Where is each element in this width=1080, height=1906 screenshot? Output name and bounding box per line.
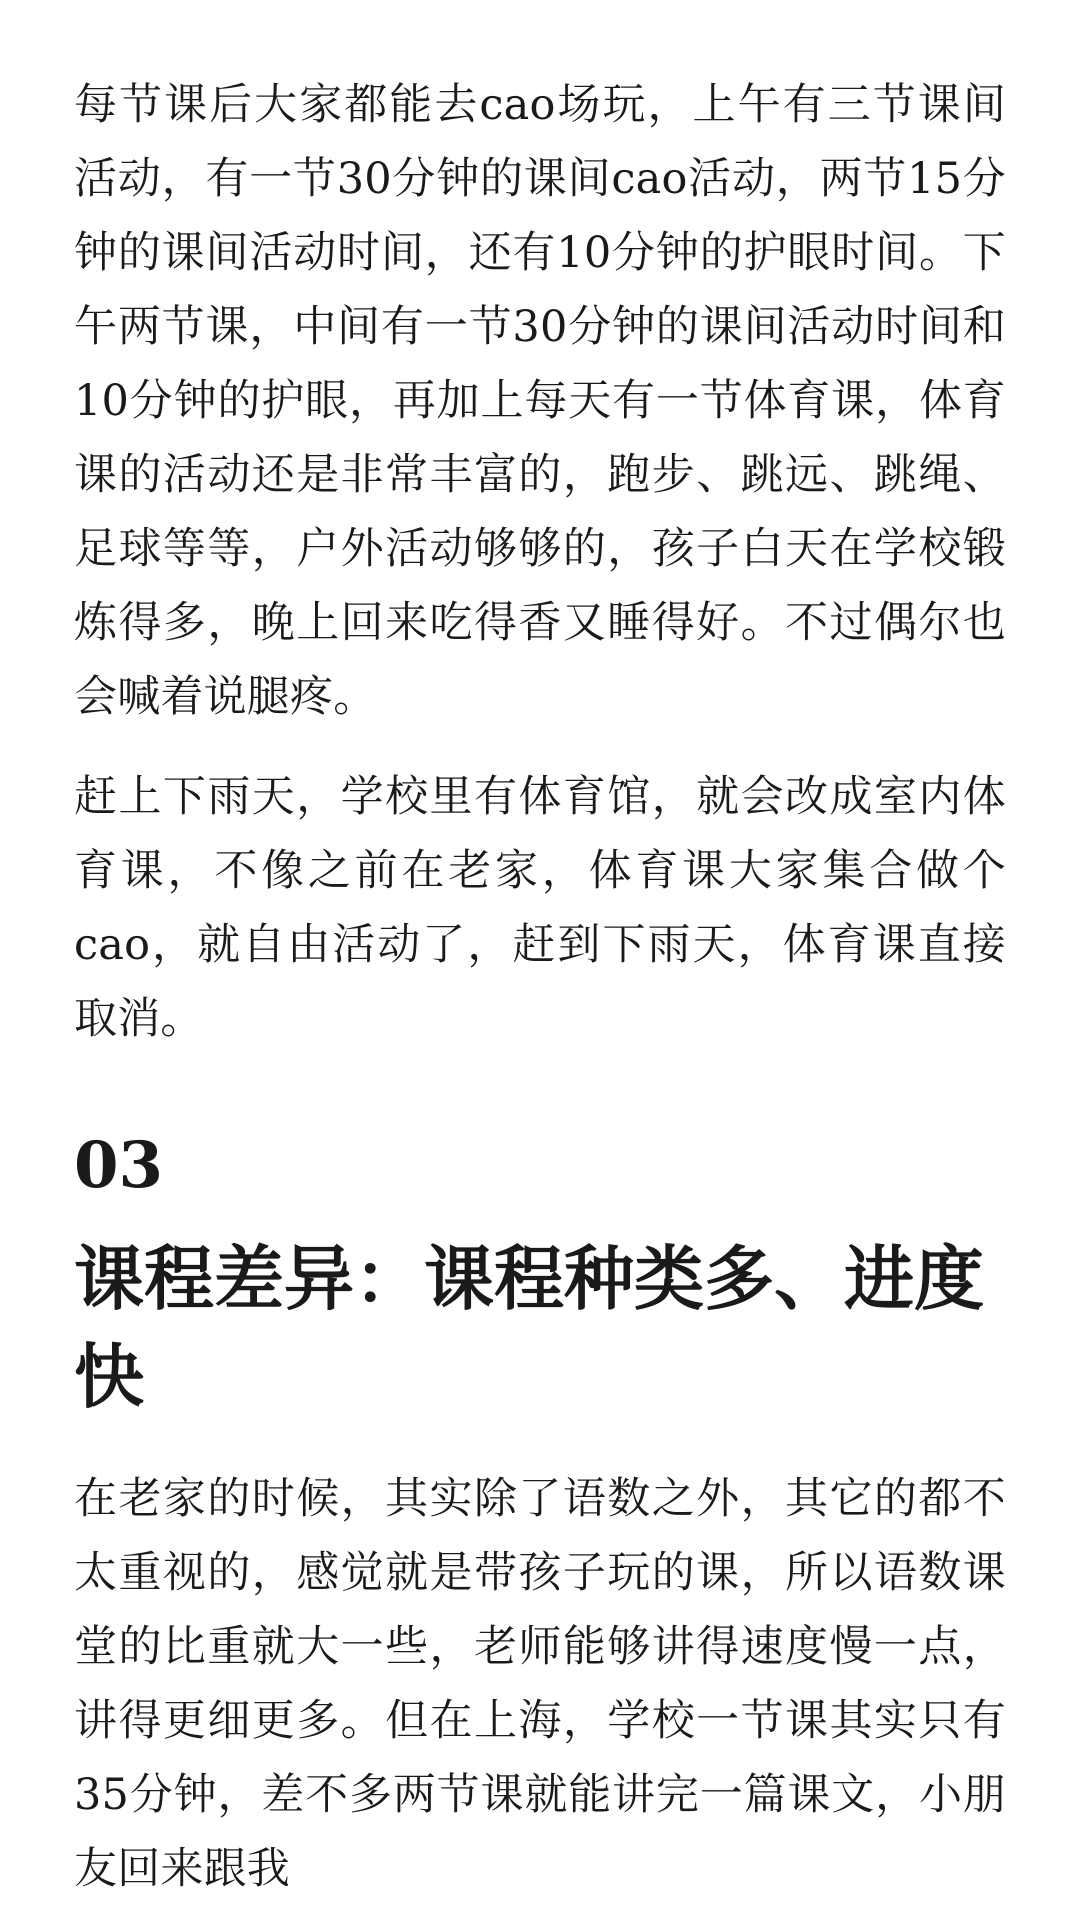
section-number: 03 [74,1128,164,1203]
paragraph-recess-activities: 每节课后大家都能去cao场玩，上午有三节课间活动，有一节30分钟的课间cao活动，两节15分钟的课间活动时间，还有10分钟的护眼时间。下午两节课，中间有一节30分钟的课间活动时间和10分钟的护眼，再加上每天有一节体育课，体育课的活动还是非常丰富的，跑步、跳远、跳绳、足球等等，户外活动够够的，孩子白天在学校锻炼得多，晚上回来吃得香又睡得好。不过偶尔也会喊着说腿疼。 [74,80,1006,722]
article-body [74,68,1006,1906]
paragraph-course-differences: 在老家的时候，其实除了语数之外，其它的都不太重视的，感觉就是带孩子玩的课，所以语数课堂的比重就大一些，老师能够讲得速度慢一点，讲得更细更多。但在上海，学校一节课其实只有35分钟，差不多两节课就能讲完一篇课文，小朋友回来跟我 [74,1474,1006,1894]
section-title: 课程差异：课程种类多、进度快 [74,1237,984,1418]
paragraph-rainy-day-pe: 赶上下雨天，学校里有体育馆，就会改成室内体育课，不像之前在老家，体育课大家集合做个cao，就自由活动了，赶到下雨天，体育课直接取消。 [74,772,1006,1044]
